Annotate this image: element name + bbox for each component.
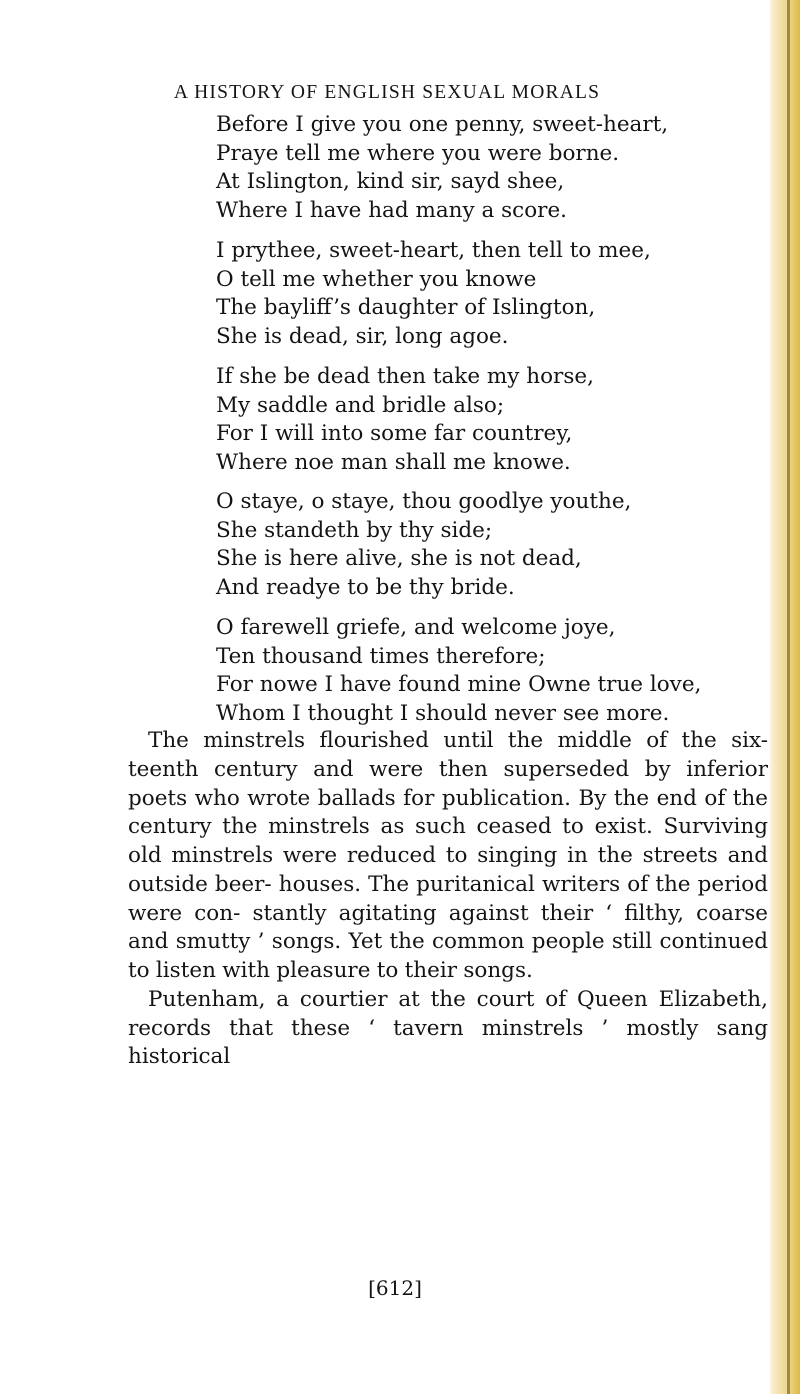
stanza-1 — [216, 111, 668, 225]
verse-line: Where I have had many a score. — [216, 197, 568, 223]
running-head-text: A HISTORY OF ENGLISH SEXUAL MORALS — [173, 82, 601, 103]
paragraph: The minstrels flourished until the middle of the six- teenth century and were then superseded by inferior poets who wrote ballads for publication. By the end of the century the minstrels as such ceased to exist. Surviving old minstrels were reduced to singing in the streets and outside beer- houses. The puritanical writers of the period were con- stantly agitating against their ‘ filthy, coarse and smutty ’ songs. Yet the common people still continued to listen with pleasure to their songs. — [128, 728, 768, 983]
verse-line: O farewell griefe, and welcome joye, — [216, 615, 616, 640]
verse-line: Praye tell me where you were borne. — [216, 140, 620, 166]
page-number-text: [612] — [368, 1276, 422, 1300]
verse-line: I prythee, sweet-heart, then tell to mee, — [216, 238, 651, 263]
body-text — [128, 727, 768, 1072]
verse-line: Before I give you one penny, sweet-heart, — [216, 112, 669, 137]
verse-line: Where noe man shall me knowe. — [216, 449, 571, 475]
verse-line: Ten thousand times therefore; — [216, 643, 546, 669]
stanza-3 — [216, 363, 594, 477]
stanza-2 — [216, 237, 651, 351]
verse-line: O tell me whether you knowe — [216, 266, 537, 292]
page-number — [0, 1276, 800, 1300]
stanza-5 — [216, 614, 701, 728]
running-head — [0, 82, 800, 104]
verse-line: If she be dead then take my horse, — [216, 364, 594, 389]
verse-line: At Islington, kind sir, sayd shee, — [216, 169, 565, 195]
verse-line: She is here alive, she is not dead, — [216, 546, 582, 572]
page-edge — [770, 0, 800, 1394]
page-binding-line — [787, 0, 790, 1394]
stanza-4 — [216, 488, 631, 602]
verse-line: O staye, o staye, thou goodlye youthe, — [216, 489, 632, 514]
verse-line: The bayliff’s daughter of Islington, — [216, 295, 596, 321]
verse-line: Whom I thought I should never see more. — [216, 700, 670, 726]
verse-line: For nowe I have found mine Owne true love, — [216, 672, 702, 698]
paragraph: Putenham, a courtier at the court of Queen Elizabeth, records that these ‘ tavern minstrels ’ mostly sang historical — [128, 986, 768, 1070]
verse-line: My saddle and bridle also; — [216, 392, 505, 418]
verse-line: For I will into some far countrey, — [216, 421, 573, 447]
verse-line: And readye to be thy bride. — [216, 574, 515, 600]
verse-line: She is dead, sir, long agoe. — [216, 323, 509, 349]
verse-line: She standeth by thy side; — [216, 517, 493, 543]
